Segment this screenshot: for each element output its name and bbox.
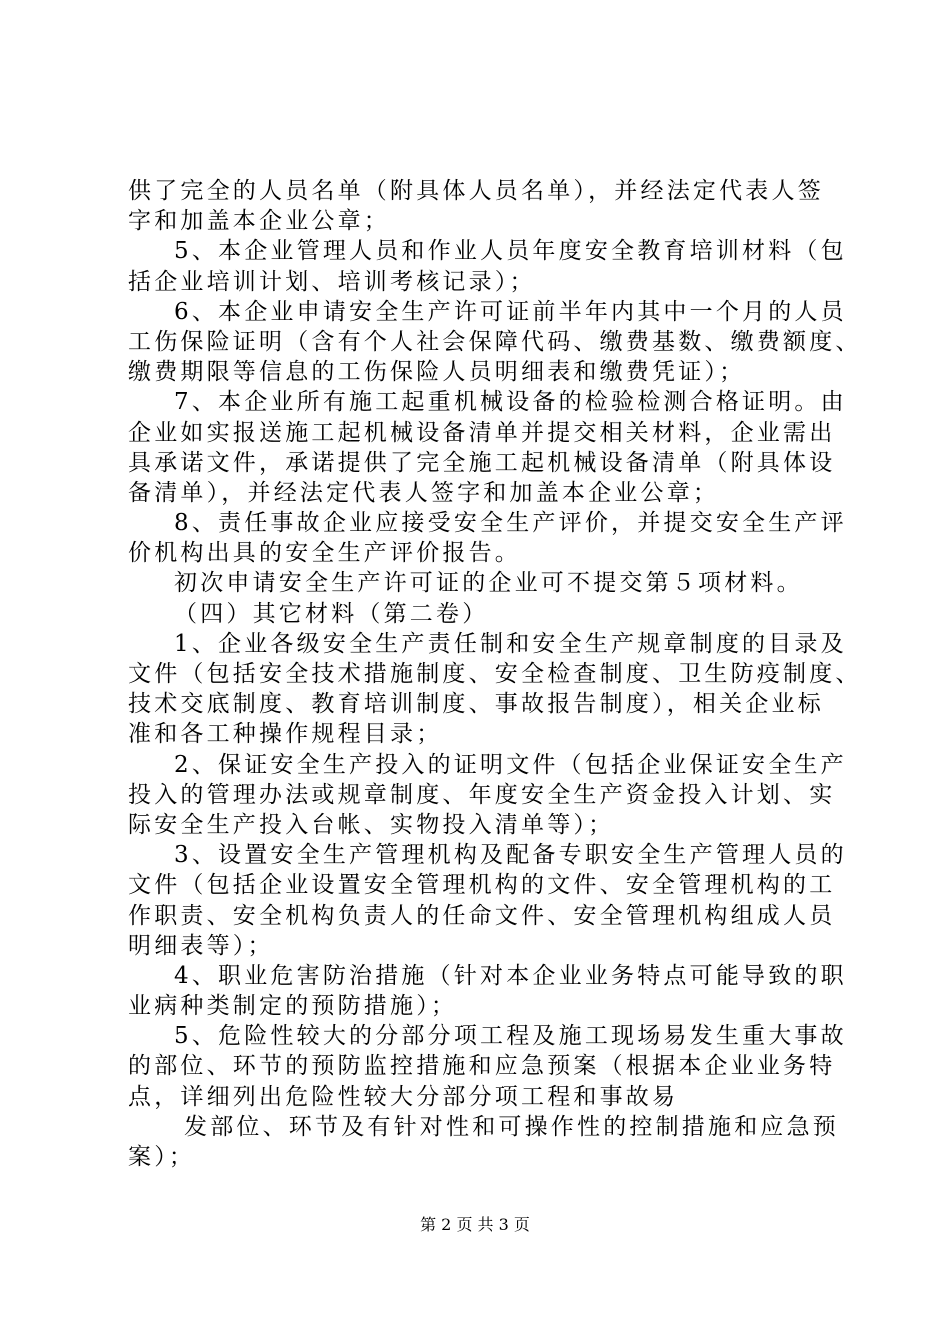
text-line: 供了完全的人员名单（附具体人员名单），并经法定代表人签 [128, 178, 824, 204]
text-line: 8、责任事故企业应接受安全生产评价，并提交安全生产评 [174, 510, 847, 537]
text-line: 具承诺文件，承诺提供了完全施工起机械设备清单（附具体设 [128, 449, 836, 476]
text-line: 2、保证安全生产投入的证明文件（包括企业保证安全生产 [174, 751, 847, 778]
text-line: 准和各工种操作规程目录； [128, 721, 443, 748]
text-line: 7、本企业所有施工起重机械设备的检验检测合格证明。由 [174, 389, 847, 416]
text-line: 企业如实报送施工起机械设备清单并提交相关材料，企业需出 [128, 419, 836, 446]
text-line: 字和加盖本企业公章； [128, 208, 390, 235]
text-line: 3、设置安全生产管理机构及配备专职安全生产管理人员的 [174, 842, 847, 869]
text-line: 价机构出具的安全生产评价报告。 [128, 540, 521, 567]
text-line: 括企业培训计划、培训考核记录）； [128, 268, 536, 295]
text-line: 1、企业各级安全生产责任制和安全生产规章制度的目录及 [174, 630, 847, 657]
text-line: 工伤保险证明（含有个人社会保障代码、缴费基数、缴费额度、 [128, 328, 862, 355]
text-line: 技术交底制度、教育培训制度、事故报告制度），相关企业标 [128, 691, 824, 718]
text-line: 点，详细列出危险性较大分部分项工程和事故易 [128, 1083, 679, 1110]
text-line: 6、本企业申请安全生产许可证前半年内其中一个月的人员 [174, 298, 847, 325]
text-line: 文件（包括企业设置安全管理机构的文件、安全管理机构的工 [128, 872, 836, 899]
text-line: 际安全生产投入台帐、实物投入清单等）； [128, 811, 615, 838]
page-footer: 第 2 页 共 3 页 [420, 1215, 530, 1234]
text-line: 缴费期限等信息的工伤保险人员明细表和缴费凭证）； [128, 359, 746, 386]
text-line: 备清单），并经法定代表人签字和加盖本企业公章； [128, 479, 720, 506]
text-line: 5、危险性较大的分部分项工程及施工现场易发生重大事故 [174, 1023, 847, 1050]
text-line: 文件（包括安全技术措施制度、安全检查制度、卫生防疫制度、 [128, 661, 862, 687]
text-line: 发部位、环节及有针对性和可操作性的控制措施和应急预 [184, 1113, 839, 1140]
text-line: 5、本企业管理人员和作业人员年度安全教育培训材料（包 [174, 238, 847, 265]
text-line: 初次申请安全生产许可证的企业可不提交第５项材料。 [174, 570, 803, 597]
text-line: 案）； [128, 1144, 196, 1170]
text-line: 明细表等）； [128, 932, 274, 959]
text-line: 的部位、环节的预防监控措施和应急预案（根据本企业业务特 [128, 1053, 836, 1080]
text-line: 业病种类制定的预防措施）； [128, 993, 458, 1020]
text-line: （四）其它材料（第二卷） [174, 600, 489, 627]
text-line: 投入的管理办法或规章制度、年度安全生产资金投入计划、实 [128, 781, 836, 808]
text-line: 作职责、安全机构负责人的任命文件、安全管理机构组成人员 [128, 902, 836, 929]
text-line: 4、职业危害防治措施（针对本企业业务特点可能导致的职 [174, 962, 847, 989]
document-body [128, 176, 862, 1172]
